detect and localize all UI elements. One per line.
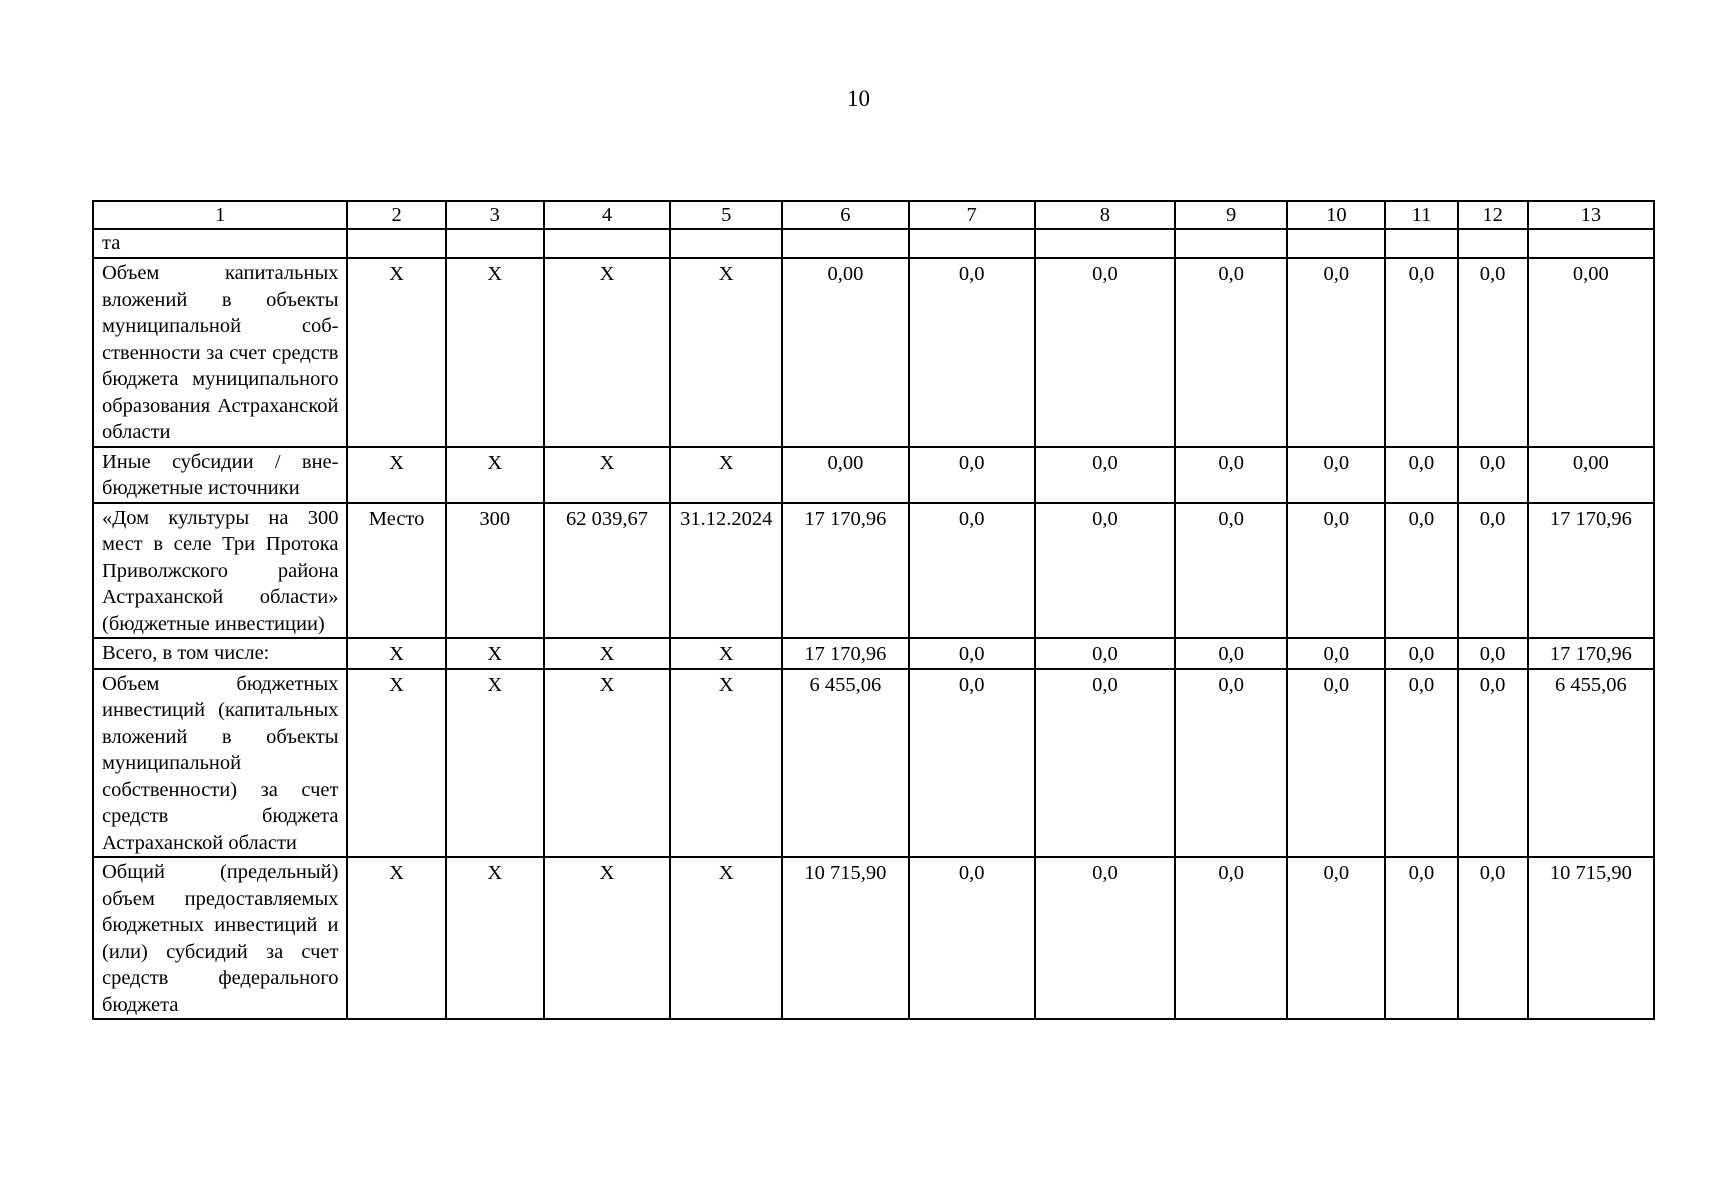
table-row xyxy=(93,638,1654,669)
table-cell: X xyxy=(347,638,445,669)
column-number-header: 5 xyxy=(670,201,782,229)
table-cell: 6 455,06 xyxy=(1528,669,1654,858)
table-cell: 0,0 xyxy=(1287,258,1385,447)
table-cell: 0,0 xyxy=(1175,258,1287,447)
column-number-header: 9 xyxy=(1175,201,1287,229)
table-cell: 17 170,96 xyxy=(782,503,908,639)
column-number-header: 12 xyxy=(1458,201,1528,229)
table-cell xyxy=(1458,229,1528,258)
table-cell: X xyxy=(347,669,445,858)
column-number-header: 11 xyxy=(1385,201,1457,229)
row-label: «Дом культуры на 300 мест в селе Три Протока Приволжского района Астраханской области» (бюджетные инвестиции) xyxy=(93,503,347,639)
table-cell: X xyxy=(670,669,782,858)
row-label: Общий (предельный) объем предоставляемых бюджетных инвестиций и (или) субсидий за счет средств федерального бюджета xyxy=(93,857,347,1019)
table-cell xyxy=(1175,229,1287,258)
table-cell: 6 455,06 xyxy=(782,669,908,858)
table-cell: 0,0 xyxy=(1175,447,1287,503)
table-cell: X xyxy=(670,857,782,1019)
table-cell: 31.12.2024 xyxy=(670,503,782,639)
table-cell: 0,0 xyxy=(1175,669,1287,858)
table-cell xyxy=(670,229,782,258)
table-cell: 0,0 xyxy=(1287,638,1385,669)
row-label: та xyxy=(93,229,347,258)
table-row xyxy=(93,669,1654,858)
table-cell: 0,0 xyxy=(1458,638,1528,669)
table-cell: 0,0 xyxy=(1287,669,1385,858)
page-number: 10 xyxy=(847,86,870,111)
column-number-row xyxy=(93,201,1654,229)
table-cell: X xyxy=(670,638,782,669)
table-cell: X xyxy=(670,258,782,447)
table-cell: 0,0 xyxy=(1035,447,1175,503)
table-row xyxy=(93,857,1654,1019)
table-row xyxy=(93,258,1654,447)
row-label: Объем капитальных вложений в объекты муниципальной собственности за счет средств бюджета муниципального образования Астраханской области xyxy=(93,258,347,447)
table-cell xyxy=(544,229,670,258)
table-cell: 0,0 xyxy=(1458,669,1528,858)
table-cell: 0,0 xyxy=(1458,503,1528,639)
column-number-header: 7 xyxy=(909,201,1035,229)
table-cell: X xyxy=(544,638,670,669)
table-row xyxy=(93,503,1654,639)
row-label: Иные субсидии / внебюджетные источники xyxy=(93,447,347,503)
column-number-header: 4 xyxy=(544,201,670,229)
table-cell: 62 039,67 xyxy=(544,503,670,639)
table-cell: 0,0 xyxy=(1385,669,1457,858)
table-cell xyxy=(782,229,908,258)
table-cell: 0,0 xyxy=(1385,638,1457,669)
table-cell: X xyxy=(446,669,544,858)
table-cell: 0,0 xyxy=(909,669,1035,858)
table-cell: 17 170,96 xyxy=(782,638,908,669)
table-cell: X xyxy=(446,857,544,1019)
column-number-header: 2 xyxy=(347,201,445,229)
table-cell: 0,0 xyxy=(1035,258,1175,447)
table-cell: 17 170,96 xyxy=(1528,638,1654,669)
table-cell: 0,0 xyxy=(1035,503,1175,639)
table-cell xyxy=(1528,229,1654,258)
table-cell: 0,0 xyxy=(1458,447,1528,503)
table-cell: 0,0 xyxy=(909,258,1035,447)
table-cell: 0,0 xyxy=(909,447,1035,503)
table-cell: 0,0 xyxy=(1458,857,1528,1019)
table-cell: X xyxy=(446,638,544,669)
table-row xyxy=(93,229,1654,258)
table-cell: X xyxy=(544,258,670,447)
table-cell: 0,00 xyxy=(782,447,908,503)
table-cell: 0,0 xyxy=(1175,638,1287,669)
table-cell: X xyxy=(446,258,544,447)
table-row xyxy=(93,447,1654,503)
table-cell: 10 715,90 xyxy=(782,857,908,1019)
table-cell: 10 715,90 xyxy=(1528,857,1654,1019)
table-cell: X xyxy=(347,447,445,503)
table-cell: 0,0 xyxy=(1385,503,1457,639)
column-number-header: 13 xyxy=(1528,201,1654,229)
table-cell: 0,0 xyxy=(1385,258,1457,447)
table-cell: 0,00 xyxy=(782,258,908,447)
table-cell: 0,00 xyxy=(1528,258,1654,447)
table-cell: 0,0 xyxy=(1287,857,1385,1019)
table-cell: 0,0 xyxy=(1035,857,1175,1019)
table-cell: 0,0 xyxy=(1458,258,1528,447)
table-cell xyxy=(347,229,445,258)
row-label: Объем бюджетных инвестиций (капитальных вложений в объекты муниципальной собственности) за счет средств бюджета Астраханской области xyxy=(93,669,347,858)
table-cell xyxy=(446,229,544,258)
column-number-header: 10 xyxy=(1287,201,1385,229)
investment-table xyxy=(92,200,1655,1020)
table-cell: X xyxy=(544,447,670,503)
table-cell xyxy=(1287,229,1385,258)
table-cell: 17 170,96 xyxy=(1528,503,1654,639)
column-number-header: 6 xyxy=(782,201,908,229)
table-cell: 0,0 xyxy=(1287,447,1385,503)
table-cell: 0,0 xyxy=(1175,503,1287,639)
column-number-header: 3 xyxy=(446,201,544,229)
table-cell: 0,0 xyxy=(909,638,1035,669)
table-cell: 0,0 xyxy=(1175,857,1287,1019)
table-cell: X xyxy=(347,258,445,447)
table-cell: 0,0 xyxy=(1385,857,1457,1019)
row-label: Всего, в том числе: xyxy=(93,638,347,669)
table-cell: 0,0 xyxy=(1035,638,1175,669)
table-cell: X xyxy=(446,447,544,503)
table-cell: X xyxy=(544,669,670,858)
investment-table-container xyxy=(92,200,1655,1020)
table-cell: 0,0 xyxy=(1385,447,1457,503)
table-cell xyxy=(1385,229,1457,258)
table-cell: 0,0 xyxy=(909,503,1035,639)
table-cell: X xyxy=(347,857,445,1019)
table-cell: 0,0 xyxy=(1035,669,1175,858)
column-number-header: 8 xyxy=(1035,201,1175,229)
table-cell: 0,0 xyxy=(1287,503,1385,639)
table-cell: X xyxy=(670,447,782,503)
table-cell: X xyxy=(544,857,670,1019)
column-number-header: 1 xyxy=(93,201,347,229)
table-cell: 0,00 xyxy=(1528,447,1654,503)
table-cell: Место xyxy=(347,503,445,639)
table-cell xyxy=(909,229,1035,258)
table-cell: 0,0 xyxy=(909,857,1035,1019)
table-cell: 300 xyxy=(446,503,544,639)
table-cell xyxy=(1035,229,1175,258)
